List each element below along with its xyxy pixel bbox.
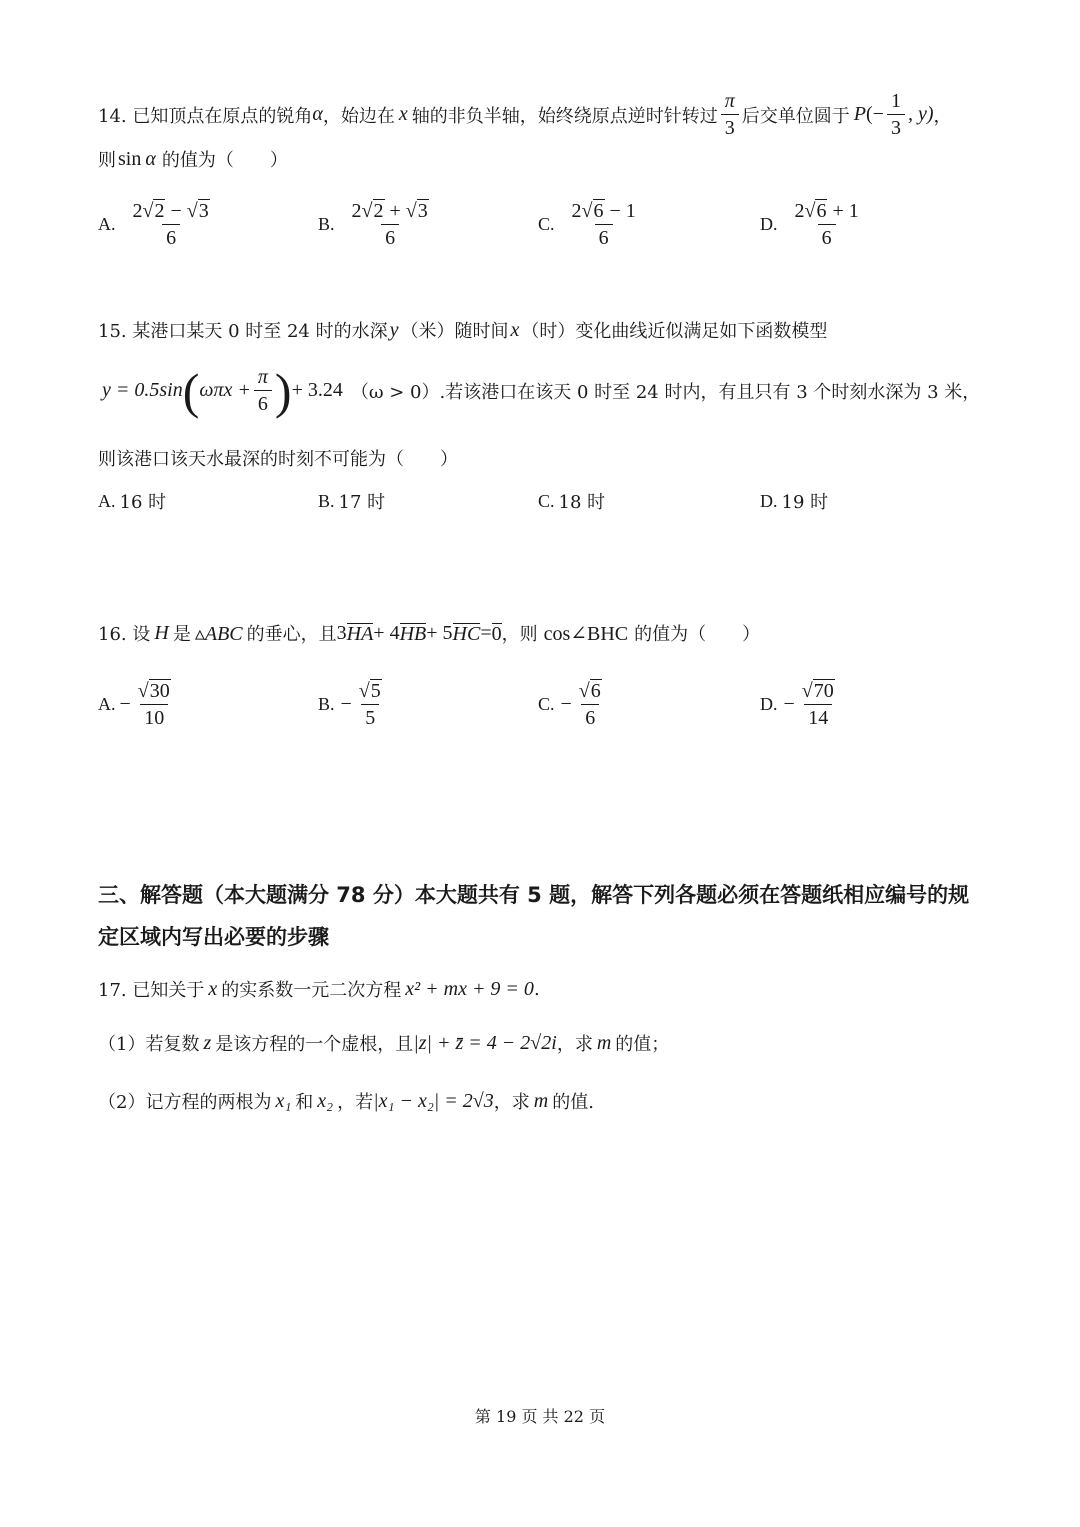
q16-option-d[interactable]: D. − $\frac{√70}{14}$	[760, 680, 834, 729]
q15-line1: 15. 某港口某天 0 时至 24 时的水深 y （米）随时间 x （时）变化曲线近似满足如下函数模型	[98, 318, 828, 342]
q16-option-a[interactable]: A. − $\frac{√30}{10}$	[98, 680, 170, 729]
q16-option-b[interactable]: B. − $\frac{√5}{5}$	[318, 680, 381, 729]
q17-part2: （2）记方程的两根为 x₁ 和 x₂ ，若 |x₁ − x₂| = 2√3 ，求 m 的值.	[98, 1089, 594, 1113]
q14-line1: 14. 已知顶点在原点的锐角 α ，始边在 x 轴的非负半轴，始终绕原点逆时针转过 $\frac{\pi}{3}$ 后交单位圆于 P (− $\frac{1}{3}$ , y) ，	[98, 90, 952, 139]
q14-option-b[interactable]: B. $\frac{2√2 + √3}{6}$	[318, 200, 428, 249]
q15-option-a[interactable]: A. 16 时	[98, 490, 167, 513]
q17-part1: （1）若复数 z 是该方程的一个虚根，且 |z| + z̄ = 4 − 2√2i ，求 m 的值；	[98, 1031, 670, 1055]
q15-line3: 则该港口该天水最深的时刻不可能为（ ）	[98, 449, 458, 470]
q15-line2: y = 0.5sin ( ωπx + $\frac{\pi}{6}$ ) + 3.24 （ω > 0） .若该港口在该天 0 时至 24 时内，有且只有 3 个时刻水深为 3 米，	[102, 362, 981, 419]
q15-option-d[interactable]: D. 19 时	[760, 490, 829, 513]
pi-over-3: $\frac{\pi}{3}$	[721, 88, 739, 141]
q17-line1: 17. 已知关于 x 的实系数一元二次方程 x² + mx + 9 = 0 .	[98, 977, 540, 1001]
q16-line1: 16. 设 H 是 ▵ABC 的垂心，且 3 HA + 4 HB + 5 HC = 0 ，则 cos∠BHC 的值为（ ）	[98, 621, 761, 645]
q16-option-c[interactable]: C. − $\frac{√6}{6}$	[538, 680, 601, 729]
page-footer: 第 19 页 共 22 页	[474, 1407, 606, 1426]
q14-line2: 则 sin α 的值为（ ）	[98, 147, 288, 171]
q15-option-b[interactable]: B. 17 时	[318, 490, 386, 513]
q14-option-c[interactable]: C. $\frac{2√6 - 1}{6}$	[538, 200, 636, 249]
q15-option-c[interactable]: C. 18 时	[538, 490, 606, 513]
one-third: $\frac{1}{3}$	[887, 88, 905, 141]
q14-option-a[interactable]: A. $\frac{2√2 - √3}{6}$	[98, 200, 209, 249]
section-three-heading: 三、解答题（本大题满分 78 分）本大题共有 5 题，解答下列各题必须在答题纸相应编号的规定区域内写出必要的步骤	[98, 883, 970, 949]
q14-option-d[interactable]: D. $\frac{2√6 + 1}{6}$	[760, 200, 859, 249]
